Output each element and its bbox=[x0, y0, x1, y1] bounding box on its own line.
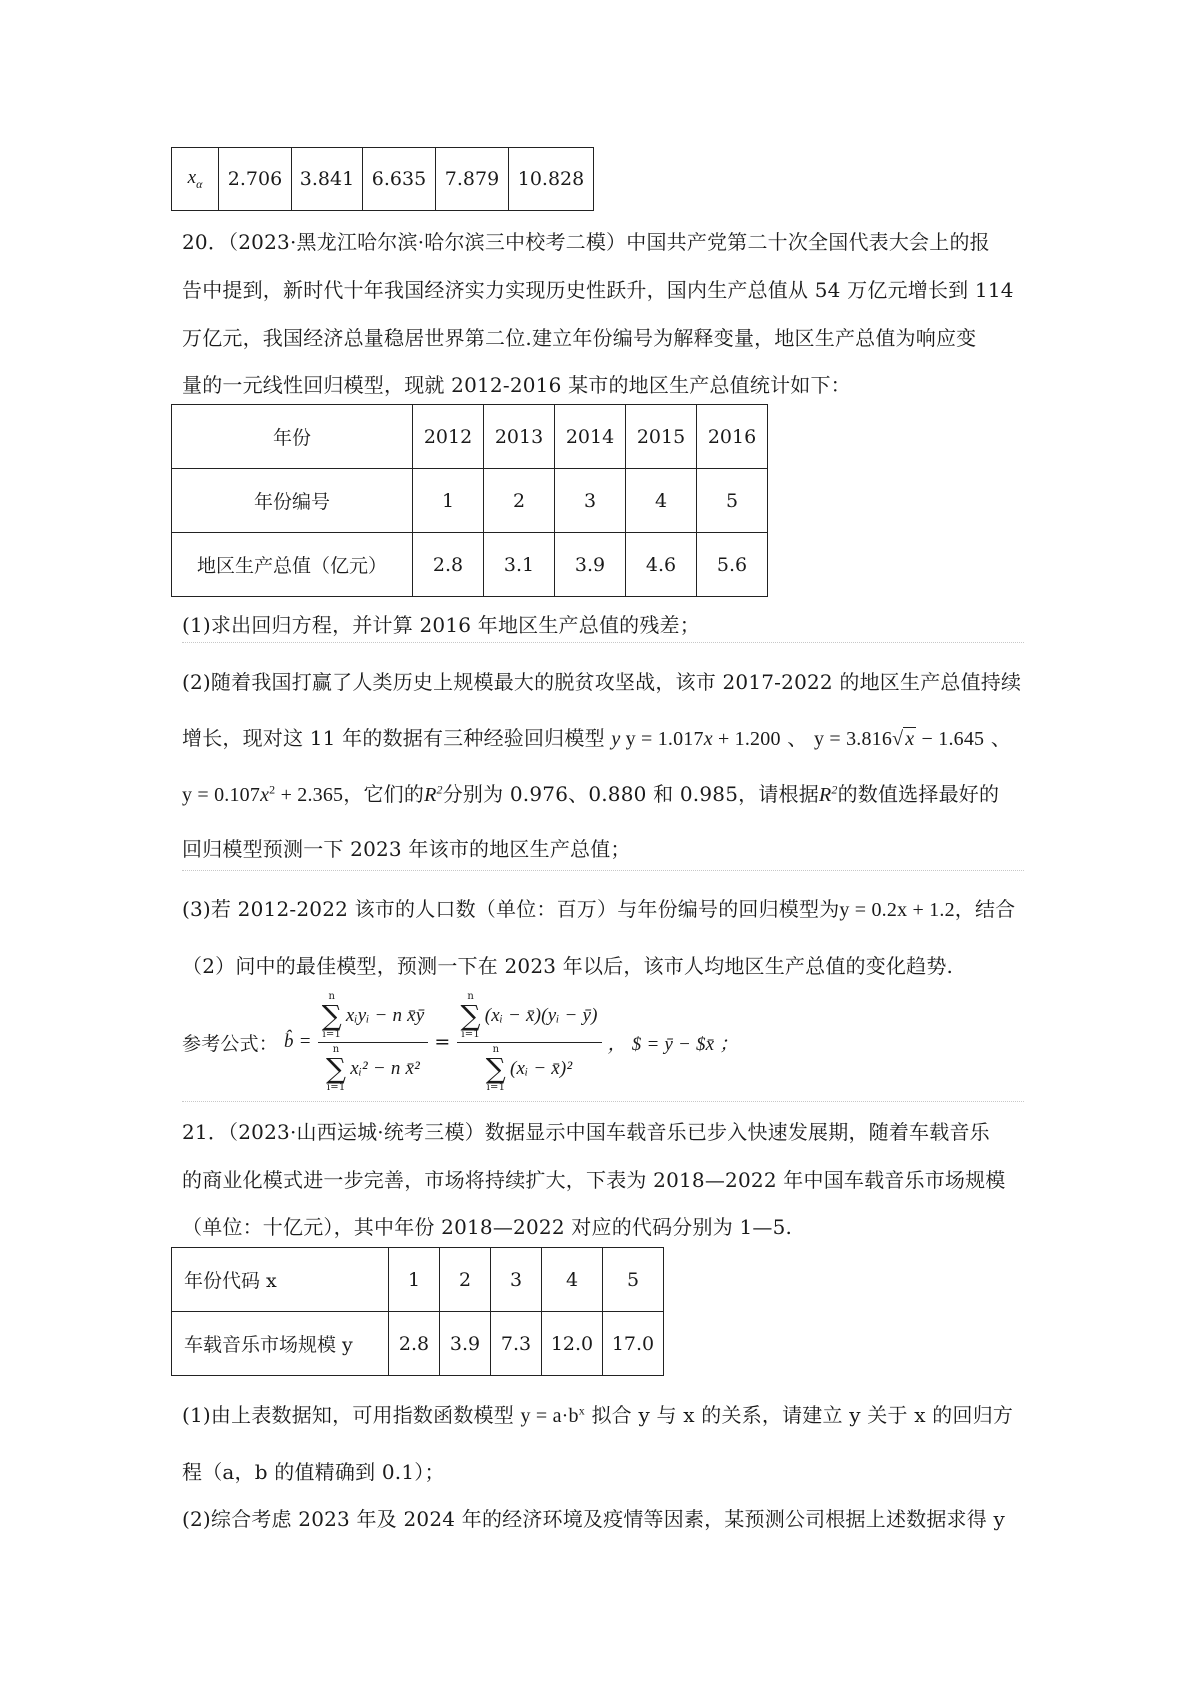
critical-value-table bbox=[171, 147, 594, 211]
table-cell: 2.706 bbox=[219, 148, 292, 211]
model-sqrt: y = 3.816√ x − 1.645 bbox=[814, 728, 985, 750]
table-cell: 2.8 bbox=[389, 1312, 440, 1376]
x-alpha-label: $x_\alpha$ bbox=[187, 167, 203, 191]
table-cell: 2016 bbox=[697, 405, 768, 469]
divider bbox=[182, 642, 1024, 643]
q21-text-line: （单位：十亿元），其中年份 2018—2022 对应的代码分别为 1—5. bbox=[182, 1215, 793, 1239]
text-span: 分别为 0.976、0.880 和 0.985，请根据 bbox=[442, 782, 819, 806]
table-cell: 3.9 bbox=[440, 1312, 491, 1376]
table-cell: 3.9 bbox=[555, 533, 626, 597]
q20-text-line: 20．（2023·黑龙江哈尔滨·哈尔滨三中校考二模）中国共产党第二十次全国代表大会上的报 bbox=[182, 230, 990, 254]
model-linear: y y = 1.017x + 1.200 bbox=[611, 728, 781, 750]
table-row-label: 年份编号 bbox=[172, 469, 413, 533]
table-cell: 3.1 bbox=[484, 533, 555, 597]
text-span: (1)由上表数据知，可用指数函数模型 bbox=[182, 1403, 514, 1427]
r-squared: $R^2$ bbox=[424, 782, 443, 806]
table-row bbox=[172, 405, 768, 469]
text-span: ，结合 bbox=[954, 897, 1016, 921]
table-cell: 2.8 bbox=[413, 533, 484, 597]
q20-text-line: 万亿元，我国经济总量稳居世界第二位.建立年份编号为解释变量，地区生产总值为响应变 bbox=[182, 326, 977, 350]
population-model: y = 0.2x + 1.2 bbox=[839, 899, 955, 921]
table-cell: 5 bbox=[603, 1248, 664, 1312]
text-span: 、 bbox=[990, 726, 1012, 750]
a-hat-formula: ， $ = ȳ − $x̄ ； bbox=[607, 1033, 739, 1055]
table-cell: 4.6 bbox=[626, 533, 697, 597]
q21-part1-line: 程（a，b 的值精确到 0.1）； bbox=[182, 1460, 445, 1484]
table-row bbox=[172, 469, 768, 533]
table-cell: 1 bbox=[413, 469, 484, 533]
text-span: 拟合 y 与 x 的关系，请建立 y 关于 x 的回归方 bbox=[591, 1403, 1014, 1427]
q20-part2-line bbox=[182, 722, 1011, 751]
q20-part2-line: 回归模型预测一下 2023 年该市的地区生产总值； bbox=[182, 837, 631, 861]
q20-part2-line bbox=[182, 778, 999, 807]
q20-part1: (1)求出回归方程，并计算 2016 年地区生产总值的残差； bbox=[182, 613, 700, 637]
fraction: n ∑ i=1 (xᵢ − x̄)(yᵢ − ȳ) n ∑ i=1 (xᵢ − x̄)² bbox=[457, 992, 602, 1093]
fraction: n ∑ i=1 xᵢyᵢ − n x̄ȳ n ∑ i=1 xᵢ² − n x̄² bbox=[318, 992, 429, 1093]
q20-text-line: 量的一元线性回归模型，现就 2012-2016 某市的地区生产总值统计如下： bbox=[182, 373, 851, 397]
r-squared: $R^2$ bbox=[818, 782, 838, 806]
b-hat: b̂ = bbox=[284, 1031, 312, 1052]
text-span: 、 bbox=[787, 726, 808, 750]
table-cell: 5.6 bbox=[697, 533, 768, 597]
text-span: 的数值选择最好的 bbox=[837, 782, 1000, 806]
table-cell: 3 bbox=[491, 1248, 542, 1312]
table-cell: 4 bbox=[542, 1248, 603, 1312]
q21-text-line: 21．（2023·山西运城·统考三模）数据显示中国车载音乐已步入快速发展期，随着车载音乐 bbox=[182, 1120, 990, 1144]
table-cell: 12.0 bbox=[542, 1312, 603, 1376]
divider bbox=[182, 870, 1024, 871]
text-span: 参考公式： bbox=[182, 1032, 279, 1055]
divider bbox=[182, 1101, 1024, 1102]
table-row-label: 年份代码 x bbox=[172, 1248, 389, 1312]
q20-text-line: 告中提到，新时代十年我国经济实力实现历史性跃升，国内生产总值从 54 万亿元增长到 114 bbox=[182, 278, 1014, 302]
gdp-table bbox=[171, 404, 768, 597]
table-cell: 4 bbox=[626, 469, 697, 533]
text-span: ，它们的 bbox=[343, 782, 425, 806]
music-market-table bbox=[171, 1247, 664, 1376]
table-cell: 2015 bbox=[626, 405, 697, 469]
text-span: 增长，现对这 11 年的数据有三种经验回归模型 bbox=[182, 726, 605, 750]
q21-part1-line bbox=[182, 1399, 1013, 1428]
table-row bbox=[172, 1248, 664, 1312]
text-span: (3)若 2012-2022 该市的人口数（单位：百万）与年份编号的回归模型为 bbox=[182, 897, 840, 921]
equals-sign: = bbox=[434, 1031, 451, 1053]
table-cell: 1 bbox=[389, 1248, 440, 1312]
q21-text-line: 的商业化模式进一步完善，市场将持续扩大，下表为 2018—2022 年中国车载音乐市场规模 bbox=[182, 1168, 1006, 1192]
table-cell: 7.879 bbox=[436, 148, 509, 211]
table-row bbox=[172, 1312, 664, 1376]
q20-part2-line: (2)随着我国打赢了人类历史上规模最大的脱贫攻坚战，该市 2017-2022 的地区生产总值持续 bbox=[182, 670, 1022, 694]
table-cell: 7.3 bbox=[491, 1312, 542, 1376]
table-cell: 3 bbox=[555, 469, 626, 533]
table-row bbox=[172, 533, 768, 597]
table-row-label: 车载音乐市场规模 y bbox=[172, 1312, 389, 1376]
table-cell: 2012 bbox=[413, 405, 484, 469]
table-row-label: 年份 bbox=[172, 405, 413, 469]
table-cell: 2 bbox=[440, 1248, 491, 1312]
table-cell: 5 bbox=[697, 469, 768, 533]
q20-part3-line bbox=[182, 893, 1015, 922]
exp-model: $y = a\cdot b^x$ bbox=[520, 1403, 585, 1427]
table-cell bbox=[172, 148, 219, 211]
reference-formula bbox=[182, 992, 738, 1092]
table-row bbox=[172, 148, 594, 211]
table-cell: 2 bbox=[484, 469, 555, 533]
model-quadratic: $y = 0.107x^2 + 2.365$ bbox=[182, 782, 344, 806]
q20-part3-line: （2）问中的最佳模型，预测一下在 2023 年以后，该市人均地区生产总值的变化趋势. bbox=[182, 954, 954, 978]
q21-part2-line: (2)综合考虑 2023 年及 2024 年的经济环境及疫情等因素，某预测公司根据上述数据求得 y bbox=[182, 1507, 1006, 1531]
table-cell: 2014 bbox=[555, 405, 626, 469]
table-cell: 6.635 bbox=[363, 148, 436, 211]
table-row-label: 地区生产总值（亿元） bbox=[172, 533, 413, 597]
table-cell: 3.841 bbox=[292, 148, 363, 211]
table-cell: 17.0 bbox=[603, 1312, 664, 1376]
table-cell: 2013 bbox=[484, 405, 555, 469]
table-cell: 10.828 bbox=[509, 148, 594, 211]
